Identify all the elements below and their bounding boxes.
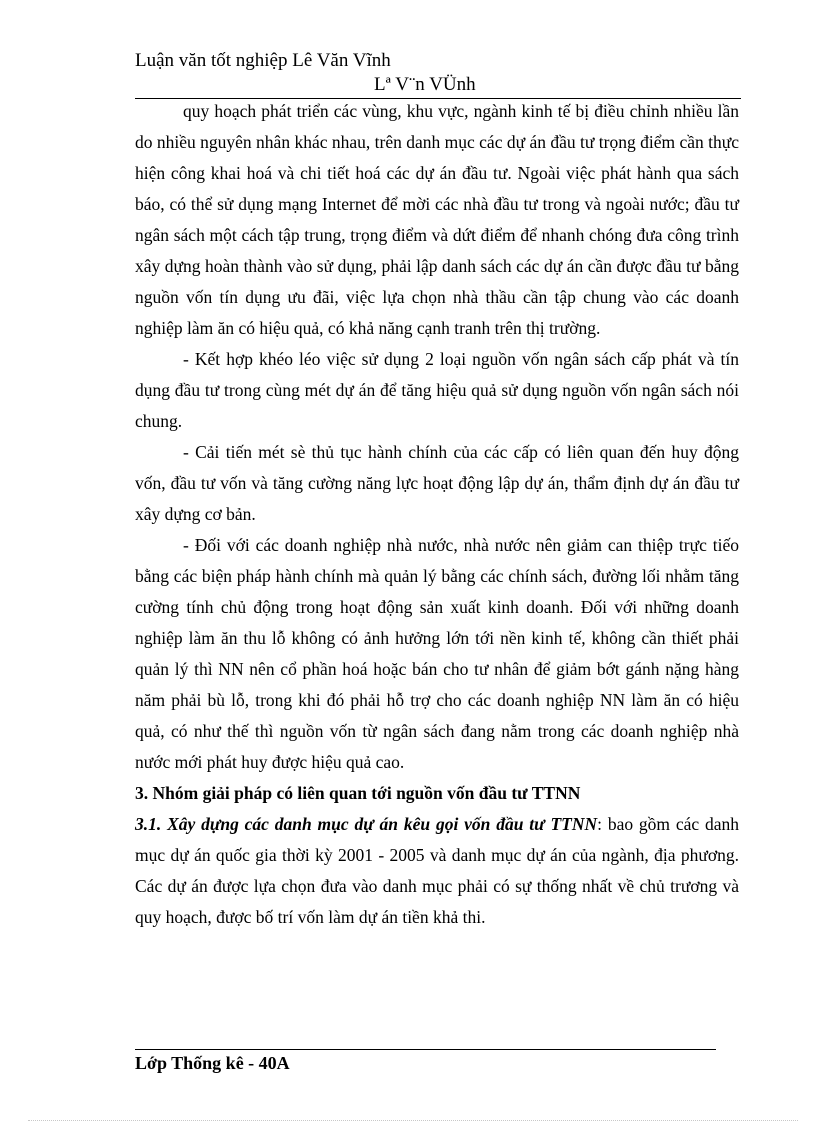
subsection-text: : bao gồm các danh mục dự án quốc gia thời kỳ 2001 - 2005 và danh mục dự án của ngành, địa phương. Các dự án được lựa chọn đưa vào danh mục phải có sự thống nhất về chủ trương và quy hoạch, được bố trí vốn làm dự án tiền khả thi. — [135, 814, 740, 927]
subsection-title: 3.1. Xây dựng các danh mục dự án kêu gọi vốn đầu tư TTNN — [135, 814, 598, 834]
paragraph-state-enterprises: - Đối với các doanh nghiệp nhà nước, nhà nước nên giảm can thiệp trực tiếo bằng các biện pháp hành chính mà quản lý bằng các chính sách, đường lối nhằm tăng cường tính chủ động trong hoạt động sản xuất kinh doanh. Đối với những doanh nghiệp làm ăn thu lỗ không có ảnh hưởng lớn tới nền kinh tế, không cần thiết phải quản lý thì NN nên cổ phần hoá hoặc bán cho tư nhân để giảm bớt gánh nặng hàng năm phải bù lỗ, trong khi đó phải hỗ trợ cho các doanh nghiệp NN làm ăn có hiệu quả, có như thế thì nguồn vốn từ ngân sách đang nằm trong các doanh nghiệp nhà nước mới phát huy được hiệu quả cao. — [135, 535, 739, 772]
section-heading: 3. Nhóm giải pháp có liên quan tới nguồn vốn đầu tư TTNN — [135, 783, 581, 803]
running-header-author: Lª V¨n VÜnh — [374, 74, 476, 95]
page-edge-divider — [28, 1120, 798, 1121]
paragraph-combine-capital: - Kết hợp khéo léo việc sử dụng 2 loại nguồn vốn ngân sách cấp phát và tín dụng đầu tư trong cùng mét dự án để tăng hiệu quả sử dụng nguồn vốn ngân sách nói chung. — [135, 349, 739, 431]
paragraph-admin-reform: - Cải tiến mét sè thủ tục hành chính của các cấp có liên quan đến huy động vốn, đầu tư vốn và tăng cường năng lực hoạt động lập dự án, thẩm định dự án đầu tư xây dựng cơ bản. — [135, 442, 739, 524]
running-header-title: Luận văn tốt nghiệp Lê Văn Vĩnh — [135, 50, 391, 71]
paragraph-planning: quy hoạch phát triển các vùng, khu vực, ngành kinh tế bị điều chỉnh nhiều lần do nhiều nguyên nhân khác nhau, trên danh mục các dự án đầu tư trọng điểm cần thực hiện công khai hoá và chi tiết hoá các dự án đầu tư. Ngoài việc phát hành qua sách báo, có thể sử dụng mạng Internet để mời các nhà đầu tư trong và ngoài nước; đầu tư ngân sách một cách tập trung, trọng điểm và dứt điểm để nhanh chóng đưa công trình xây dựng hoàn thành vào sử dụng, phải lập danh sách các dự án cần được đầu tư bằng nguồn vốn tín dụng ưu đãi, việc lựa chọn nhà thầu cần tập chung vào các doanh nghiệp làm ăn có hiệu quả, có khả năng cạnh tranh trên thị trường. — [135, 101, 739, 338]
footer-divider — [135, 1049, 716, 1050]
subsection-paragraph — [135, 809, 739, 933]
footer-class-label: Lớp Thống kê - 40A — [135, 1053, 290, 1073]
document-body — [135, 96, 739, 933]
